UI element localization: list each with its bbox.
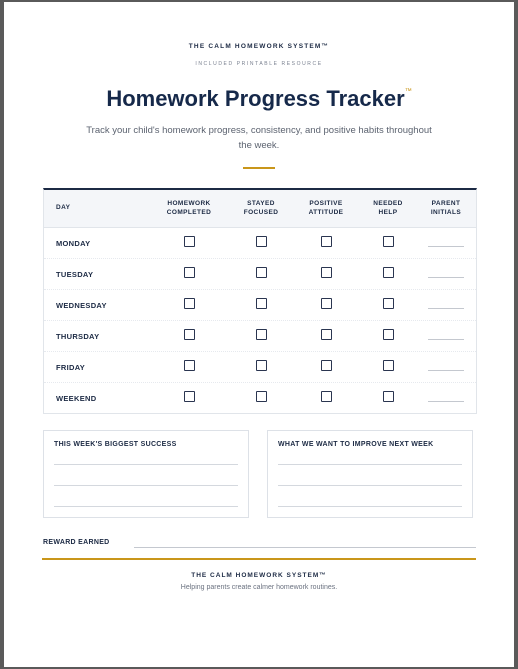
homework-completed-checkbox[interactable] xyxy=(184,236,195,247)
writing-line[interactable] xyxy=(54,486,238,507)
needed-help-checkbox[interactable] xyxy=(383,329,394,340)
trademark-mark: ™ xyxy=(404,88,412,95)
accent-divider xyxy=(243,167,275,169)
header-line: NEEDED xyxy=(373,200,403,207)
writing-line[interactable] xyxy=(278,465,462,486)
title-text: Homework Progress Tracker xyxy=(106,86,405,111)
day-label: WEDNESDAY xyxy=(56,300,107,310)
brand-header: THE CALM HOMEWORK SYSTEM™ xyxy=(188,43,330,50)
positive-attitude-checkbox[interactable] xyxy=(321,360,332,371)
header-line: ATTITUDE xyxy=(308,208,344,216)
header-parent-initials xyxy=(416,200,476,217)
footer-brand: THE CALM HOMEWORK SYSTEM™ xyxy=(191,572,327,579)
header-line: STAYED xyxy=(247,200,275,207)
needed-help-checkbox[interactable] xyxy=(383,236,394,247)
writing-line[interactable] xyxy=(54,448,238,465)
day-label: FRIDAY xyxy=(56,362,86,372)
printable-page xyxy=(4,2,514,667)
day-label: MONDAY xyxy=(56,238,91,248)
day-label: WEEKEND xyxy=(56,393,97,403)
table-row-weekend xyxy=(44,383,476,413)
needed-help-checkbox[interactable] xyxy=(383,360,394,371)
positive-attitude-checkbox[interactable] xyxy=(321,329,332,340)
table-row-thursday xyxy=(44,321,476,352)
parent-initials-field[interactable] xyxy=(428,389,464,402)
table-row-tuesday xyxy=(44,259,476,290)
homework-completed-checkbox[interactable] xyxy=(184,267,195,278)
stayed-focused-checkbox[interactable] xyxy=(256,236,267,247)
needed-help-checkbox[interactable] xyxy=(383,391,394,402)
stayed-focused-checkbox[interactable] xyxy=(256,360,267,371)
table-row-wednesday xyxy=(44,290,476,321)
header-day: DAY xyxy=(56,204,71,212)
header-positive-attitude xyxy=(292,200,360,217)
homework-completed-checkbox[interactable] xyxy=(184,298,195,309)
needed-help-checkbox[interactable] xyxy=(383,267,394,278)
homework-completed-checkbox[interactable] xyxy=(184,360,195,371)
parent-initials-field[interactable] xyxy=(428,296,464,309)
biggest-success-title: THIS WEEK'S BIGGEST SUCCESS xyxy=(54,441,177,448)
writing-line[interactable] xyxy=(54,465,238,486)
resource-subtitle: INCLUDED PRINTABLE RESOURCE xyxy=(195,61,323,67)
header-needed-help xyxy=(360,200,416,217)
stayed-focused-checkbox[interactable] xyxy=(256,329,267,340)
header-line: PARENT xyxy=(431,200,461,207)
homework-completed-checkbox[interactable] xyxy=(184,391,195,402)
biggest-success-box xyxy=(43,430,249,518)
header-line: COMPLETED xyxy=(166,208,212,216)
header-line: POSITIVE xyxy=(309,200,343,207)
header-homework-completed xyxy=(148,200,230,217)
writing-line[interactable] xyxy=(278,486,462,507)
writing-line[interactable] xyxy=(278,448,462,465)
day-label: TUESDAY xyxy=(56,269,94,279)
stayed-focused-checkbox[interactable] xyxy=(256,267,267,278)
homework-completed-checkbox[interactable] xyxy=(184,329,195,340)
footer-tagline: Helping parents create calmer homework routines. xyxy=(180,584,338,591)
table-header-row xyxy=(44,190,476,228)
improve-next-week-box xyxy=(267,430,473,518)
parent-initials-field[interactable] xyxy=(428,358,464,371)
header-line: HELP xyxy=(378,208,398,216)
stayed-focused-checkbox[interactable] xyxy=(256,391,267,402)
table-row-monday xyxy=(44,228,476,259)
positive-attitude-checkbox[interactable] xyxy=(321,391,332,402)
header-line: FOCUSED xyxy=(243,208,279,216)
parent-initials-field[interactable] xyxy=(428,234,464,247)
header-line: HOMEWORK xyxy=(167,200,211,207)
parent-initials-field[interactable] xyxy=(428,265,464,278)
header-stayed-focused xyxy=(230,200,292,217)
positive-attitude-checkbox[interactable] xyxy=(321,298,332,309)
stayed-focused-checkbox[interactable] xyxy=(256,298,267,309)
page-title xyxy=(4,86,514,112)
positive-attitude-checkbox[interactable] xyxy=(321,267,332,278)
header-line: INITIALS xyxy=(430,208,462,216)
positive-attitude-checkbox[interactable] xyxy=(321,236,332,247)
parent-initials-field[interactable] xyxy=(428,327,464,340)
tracker-table xyxy=(43,188,477,414)
improve-next-week-title: WHAT WE WANT TO IMPROVE NEXT WEEK xyxy=(278,441,434,448)
needed-help-checkbox[interactable] xyxy=(383,298,394,309)
reward-earned-field[interactable] xyxy=(134,547,476,548)
day-label: THURSDAY xyxy=(56,331,100,341)
table-row-friday xyxy=(44,352,476,383)
reward-earned-label: REWARD EARNED xyxy=(43,539,110,546)
intro-text: Track your child's homework progress, consistency, and positive habits throughout the week. xyxy=(86,125,432,151)
footer-divider xyxy=(42,558,476,560)
